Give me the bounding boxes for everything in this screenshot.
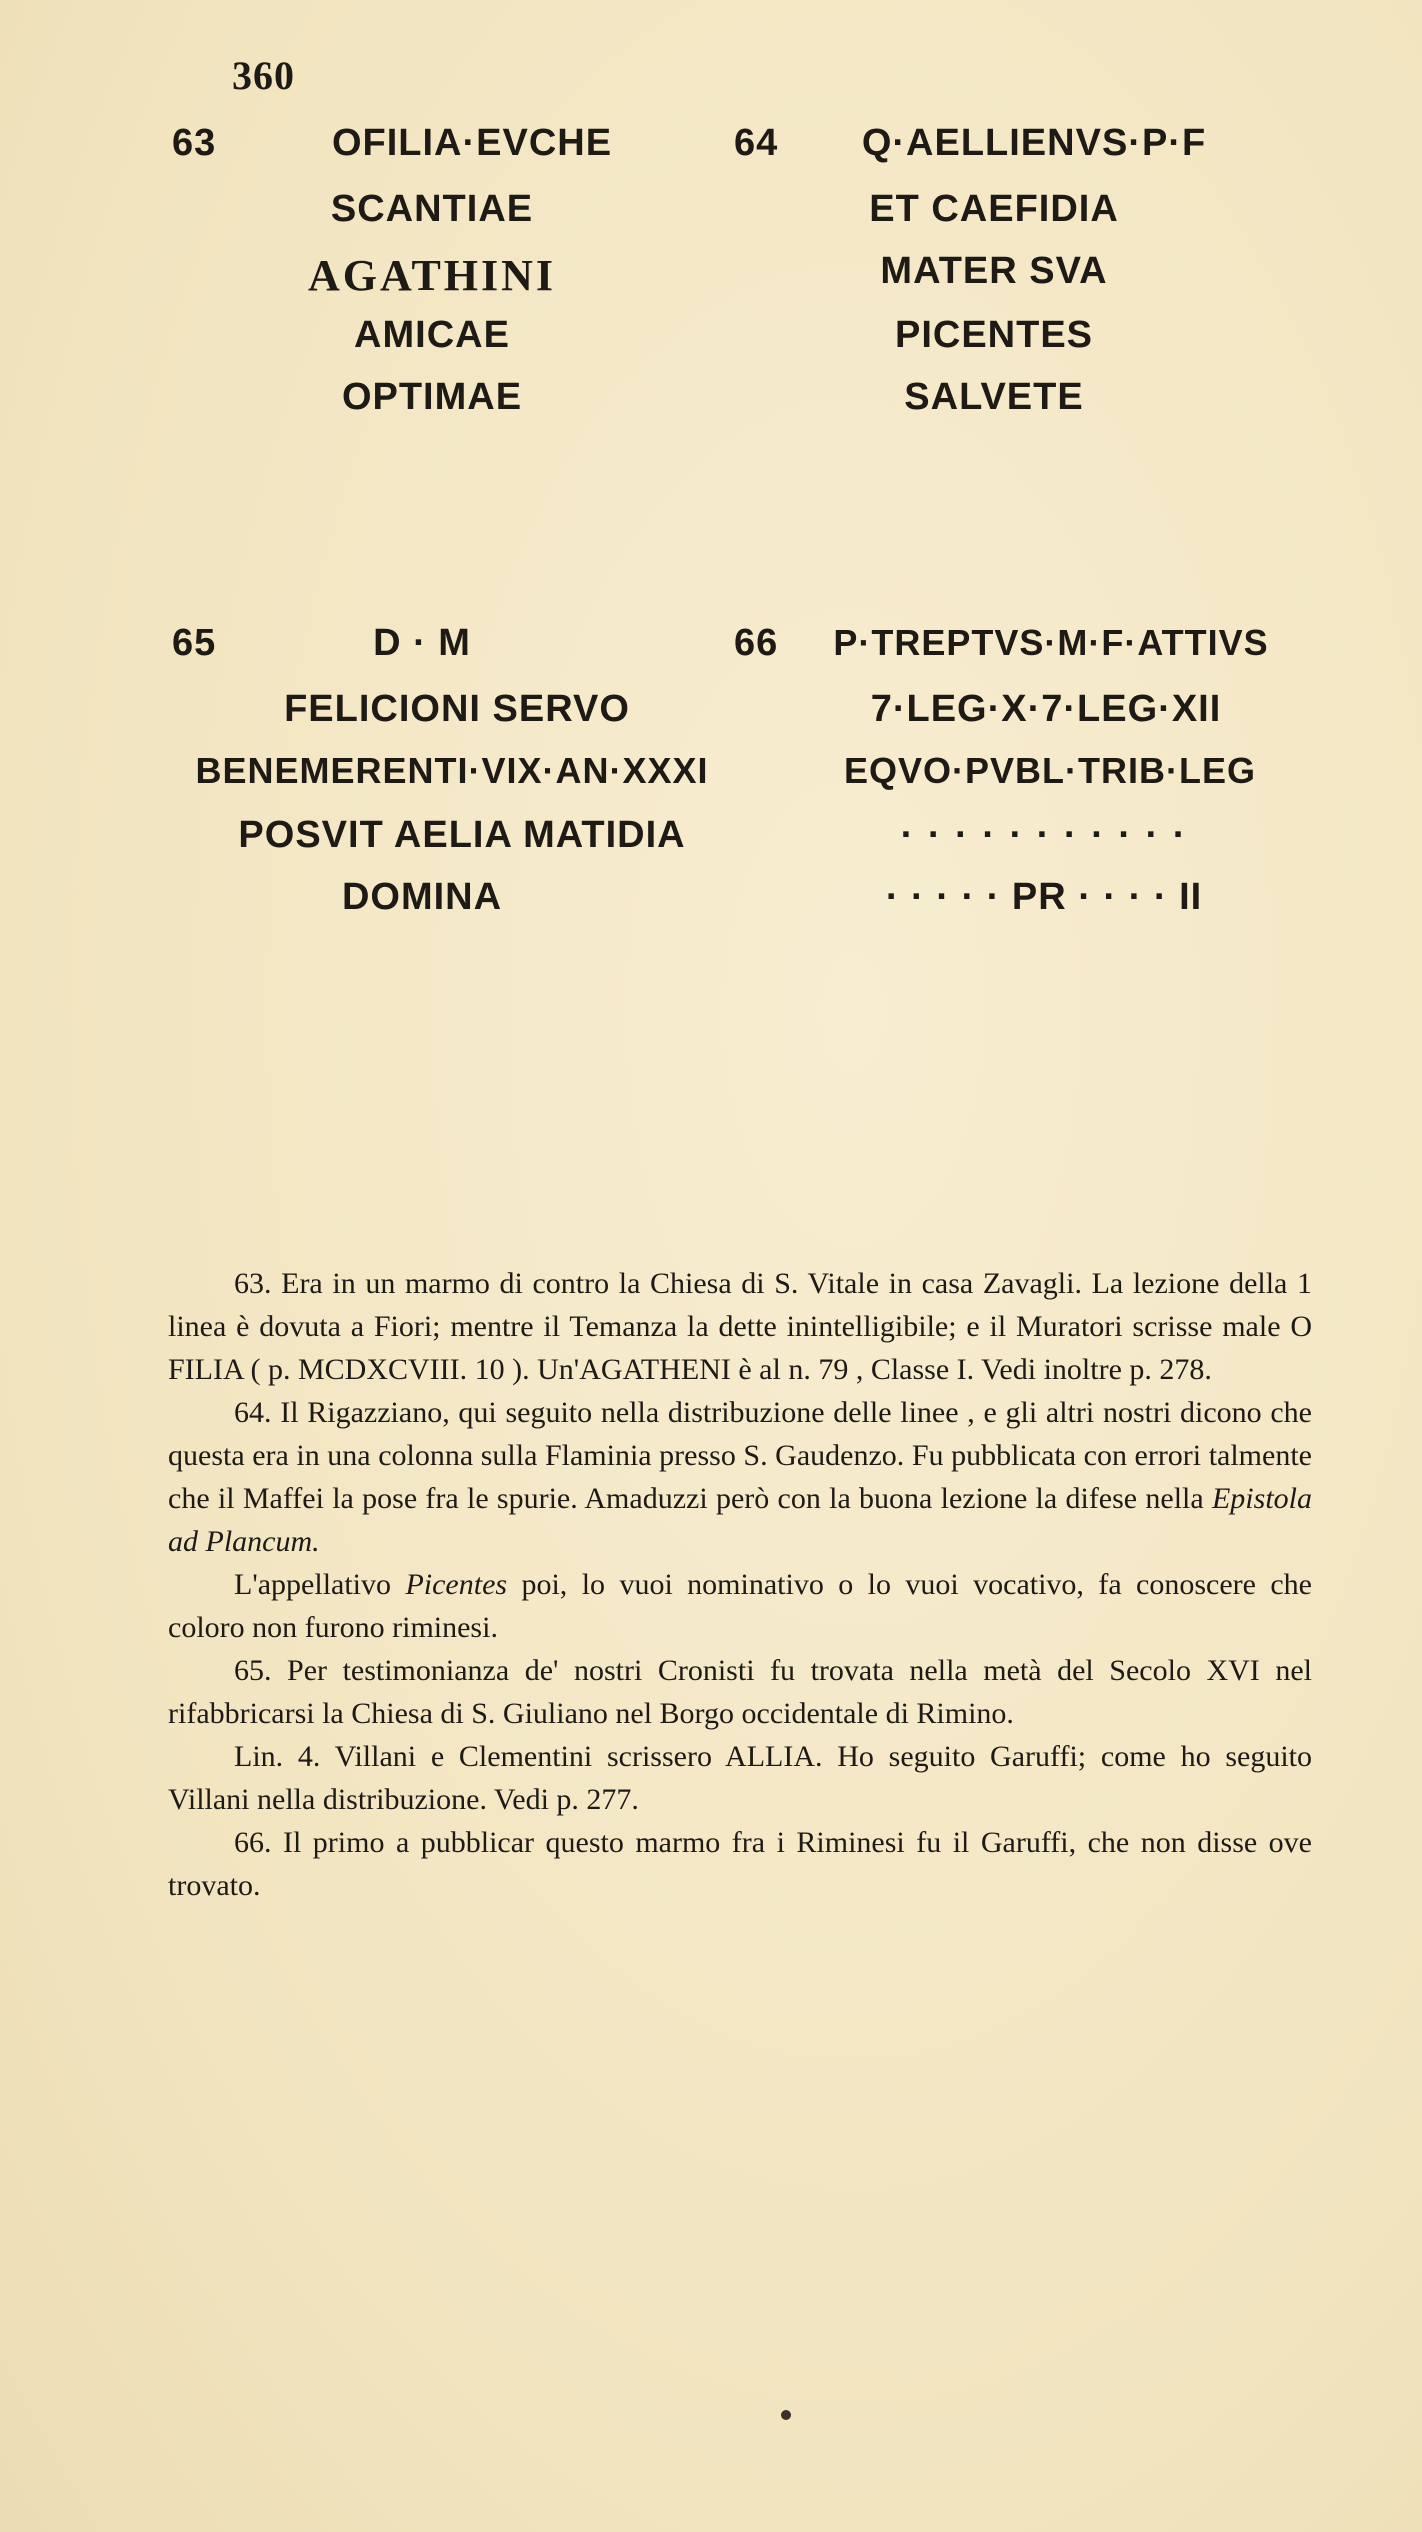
inscription-line: AGATHINI bbox=[307, 251, 557, 300]
inscription-line: DOMINA bbox=[341, 876, 503, 918]
commentary-notes bbox=[168, 1262, 1312, 1907]
inscription-line: FELICIONI SERVO bbox=[284, 688, 630, 730]
inscription-line: PICENTES bbox=[894, 314, 1094, 356]
inscription-line: EQVO·PVBL·TRIB·LEG bbox=[844, 750, 1256, 791]
ornament-dot bbox=[781, 2410, 791, 2420]
note-66: 66. Il primo a pubblicar questo marmo fra i Riminesi fu il Garuffi, che non disse ove trovato. bbox=[168, 1826, 1312, 1902]
inscription-line: 7·LEG·X·7·LEG·XII bbox=[870, 688, 1222, 730]
inscription-line: · · · · · · · · · · · bbox=[900, 814, 1188, 856]
inscription-65 bbox=[172, 622, 732, 942]
inscription-line: P·TREPTVS·M·F·ATTIVS bbox=[833, 622, 1269, 663]
inscription-number: 64 bbox=[734, 122, 779, 164]
inscription-63 bbox=[172, 122, 692, 442]
inscription-number: 65 bbox=[172, 622, 217, 664]
inscription-line: D · M bbox=[373, 622, 471, 664]
note-64 bbox=[168, 1391, 1312, 1563]
note-64-appellative-word: Picentes bbox=[405, 1568, 508, 1601]
note-64-appellative bbox=[168, 1563, 1312, 1649]
inscription-number: 66 bbox=[734, 622, 779, 664]
inscription-line: POSVIT AELIA MATIDIA bbox=[238, 814, 686, 856]
inscription-number: 63 bbox=[172, 122, 217, 164]
note-64-italic-title: Epistola ad Plancum. bbox=[168, 1482, 1312, 1558]
inscription-66 bbox=[734, 622, 1294, 942]
note-65-line4: Lin. 4. Villani e Clementini scrissero ALLIA. Ho seguito Garuffi; come ho seguito Villani nella distribuzione. Vedi p. 277. bbox=[168, 1740, 1312, 1816]
note-64-appellative-pre: L'appellativo bbox=[234, 1568, 392, 1601]
inscription-line: SCANTIAE bbox=[330, 188, 534, 230]
page-number: 360 bbox=[232, 53, 295, 98]
inscription-line: MATER SVA bbox=[880, 250, 1108, 292]
note-64-text: 64. Il Rigazziano, qui seguito nella distribuzione delle linee , e gli altri nostri dicono che questa era in una colonna sulla Flaminia presso S. Gaudenzo. Fu pubblicata con errori talmente che il Maffei la pose fra le spurie. Amaduzzi però con la buona lezione la difese nella bbox=[168, 1396, 1312, 1515]
note-65: 65. Per testimonianza de' nostri Cronisti fu trovata nella metà del Secolo XVI nel rifabbricarsi la Chiesa di S. Giuliano nel Borgo occidentale di Rimino. bbox=[168, 1654, 1312, 1730]
note-63: 63. Era in un marmo di contro la Chiesa di S. Vitale in casa Zavagli. La lezione della 1 linea è dovuta a Fiori; mentre il Temanza la dette inintelligibile; e il Muratori scrisse male O FILIA ( p. MCDXCVIII. 10 ). Un'AGATHENI è al n. 79 , Classe I. Vedi inoltre p. 278. bbox=[168, 1267, 1312, 1386]
inscription-line: Q·AELLIENVS·P·F bbox=[861, 122, 1207, 164]
inscription-line: · · · · · PR · · · · II bbox=[885, 876, 1203, 918]
inscription-line: BENEMERENTI·VIX·AN·XXXI bbox=[195, 750, 709, 791]
inscription-line: OPTIMAE bbox=[341, 376, 523, 418]
inscription-line: AMICAE bbox=[354, 314, 510, 356]
inscription-64 bbox=[734, 122, 1294, 442]
inscription-line: SALVETE bbox=[904, 376, 1084, 418]
note-64-appellative-post: poi, lo vuoi nominativo o lo vuoi vocativo, fa conoscere che coloro non furono riminesi. bbox=[168, 1568, 1312, 1644]
inscription-line: OFILIA·EVCHE bbox=[331, 122, 613, 164]
inscription-line: ET CAEFIDIA bbox=[869, 188, 1119, 230]
